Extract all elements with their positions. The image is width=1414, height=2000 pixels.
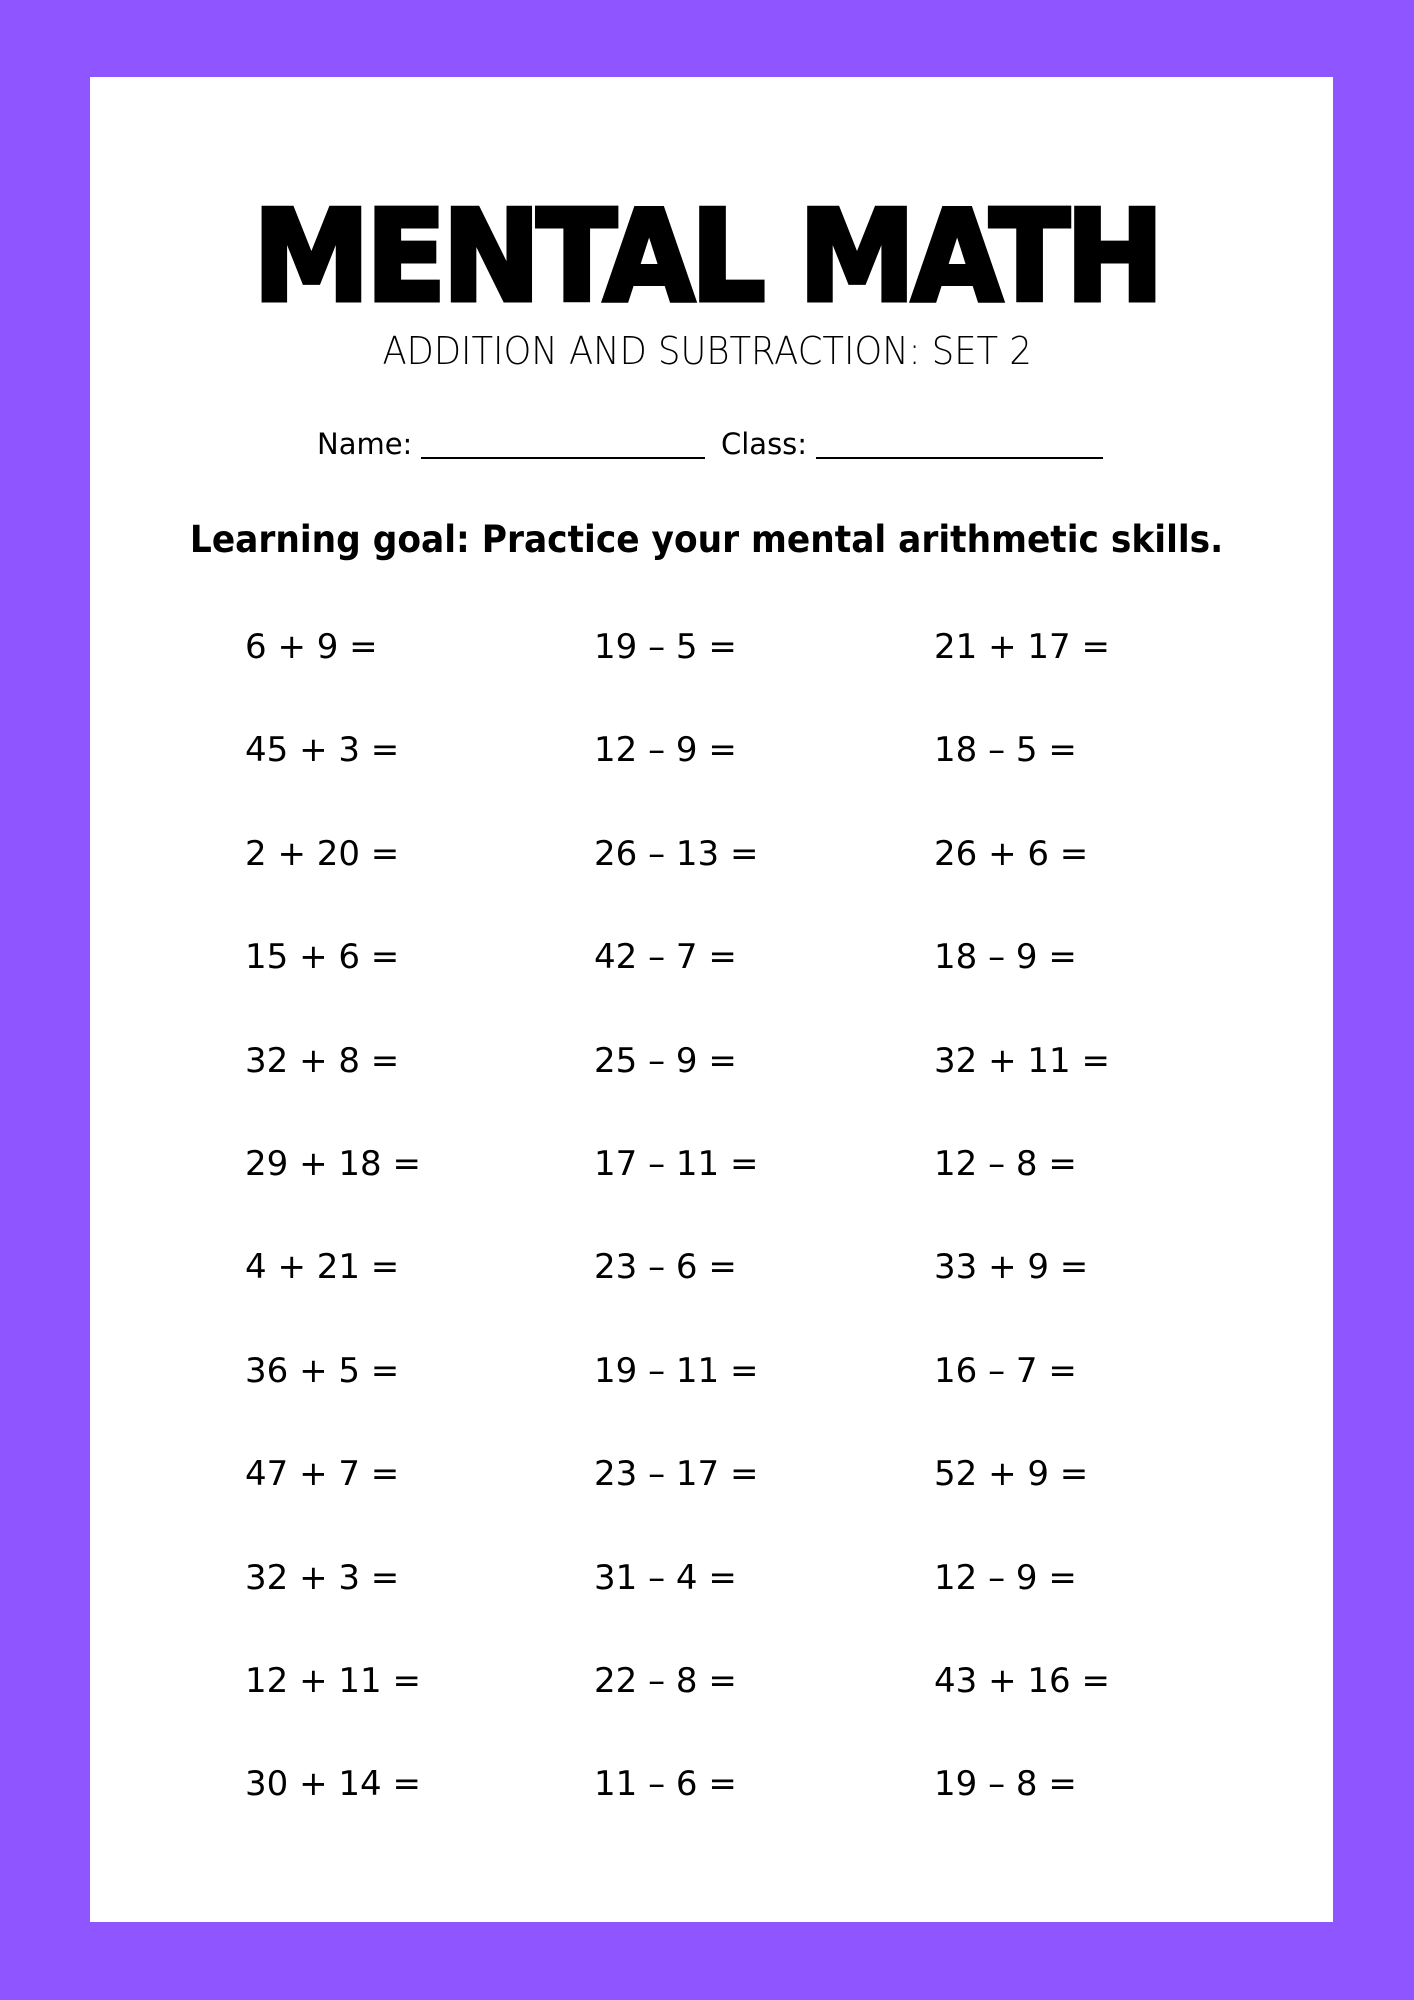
problem-c3-r7: 33 + 9 = xyxy=(934,1247,1089,1288)
problem-c3-r8: 16 – 7 = xyxy=(934,1350,1077,1391)
problem-c2-r6: 17 – 11 = xyxy=(594,1144,759,1184)
problem-c1-r6: 29 + 18 = xyxy=(245,1144,421,1184)
problem-c2-r3: 26 – 13 = xyxy=(594,833,759,874)
problem-c1-r8: 36 + 5 = xyxy=(245,1350,400,1391)
problem-c3-r1: 21 + 17 = xyxy=(934,627,1110,667)
problem-c2-r9: 23 – 17 = xyxy=(594,1454,759,1495)
problem-c3-r12: 19 – 8 = xyxy=(934,1764,1077,1805)
problem-c1-r10: 32 + 3 = xyxy=(245,1557,400,1598)
problem-c2-r5: 25 – 9 = xyxy=(594,1040,737,1081)
problem-c2-r12: 11 – 6 = xyxy=(594,1764,737,1805)
worksheet-subtitle-text: ADDITION AND SUBTRACTION: SET 2 xyxy=(382,329,1032,373)
problem-c2-r8: 19 – 11 = xyxy=(594,1350,759,1391)
problem-c1-r11: 12 + 11 = xyxy=(245,1661,421,1701)
learning-goal xyxy=(0,515,1414,565)
worksheet-title xyxy=(0,182,1414,332)
name-label: Name: xyxy=(317,427,413,461)
problem-c1-r9: 47 + 7 = xyxy=(245,1454,400,1495)
problem-c3-r2: 18 – 5 = xyxy=(934,730,1077,771)
problem-c3-r4: 18 – 9 = xyxy=(934,937,1077,978)
name-blank-line xyxy=(421,457,705,459)
problem-c1-r5: 32 + 8 = xyxy=(245,1040,400,1081)
problem-c3-r10: 12 – 9 = xyxy=(934,1557,1077,1598)
learning-goal-text: Learning goal: Practice your mental arithmetic skills. xyxy=(190,518,1224,561)
problem-c1-r12: 30 + 14 = xyxy=(245,1764,421,1805)
problem-c3-r11: 43 + 16 = xyxy=(934,1661,1110,1701)
problem-c3-r6: 12 – 8 = xyxy=(934,1144,1077,1184)
problem-c3-r3: 26 + 6 = xyxy=(934,833,1089,874)
problem-c2-r2: 12 – 9 = xyxy=(594,730,737,771)
worksheet-title-text: MENTAL MATH xyxy=(253,183,1161,330)
problem-c2-r11: 22 – 8 = xyxy=(594,1661,737,1701)
problem-c1-r4: 15 + 6 = xyxy=(245,937,400,978)
problem-c2-r7: 23 – 6 = xyxy=(594,1247,737,1288)
class-label: Class: xyxy=(721,427,808,461)
class-blank-line xyxy=(816,457,1103,459)
problem-c1-r2: 45 + 3 = xyxy=(245,730,400,771)
problem-c1-r7: 4 + 21 = xyxy=(245,1247,400,1288)
problem-c3-r5: 32 + 11 = xyxy=(934,1040,1110,1081)
problem-c1-r3: 2 + 20 = xyxy=(245,833,400,874)
problem-c2-r4: 42 – 7 = xyxy=(594,937,737,978)
problem-c1-r1: 6 + 9 = xyxy=(245,627,378,667)
problem-c2-r1: 19 – 5 = xyxy=(594,627,737,667)
problem-c2-r10: 31 – 4 = xyxy=(594,1557,737,1598)
worksheet-subtitle xyxy=(0,326,1414,376)
problem-c3-r9: 52 + 9 = xyxy=(934,1454,1089,1495)
